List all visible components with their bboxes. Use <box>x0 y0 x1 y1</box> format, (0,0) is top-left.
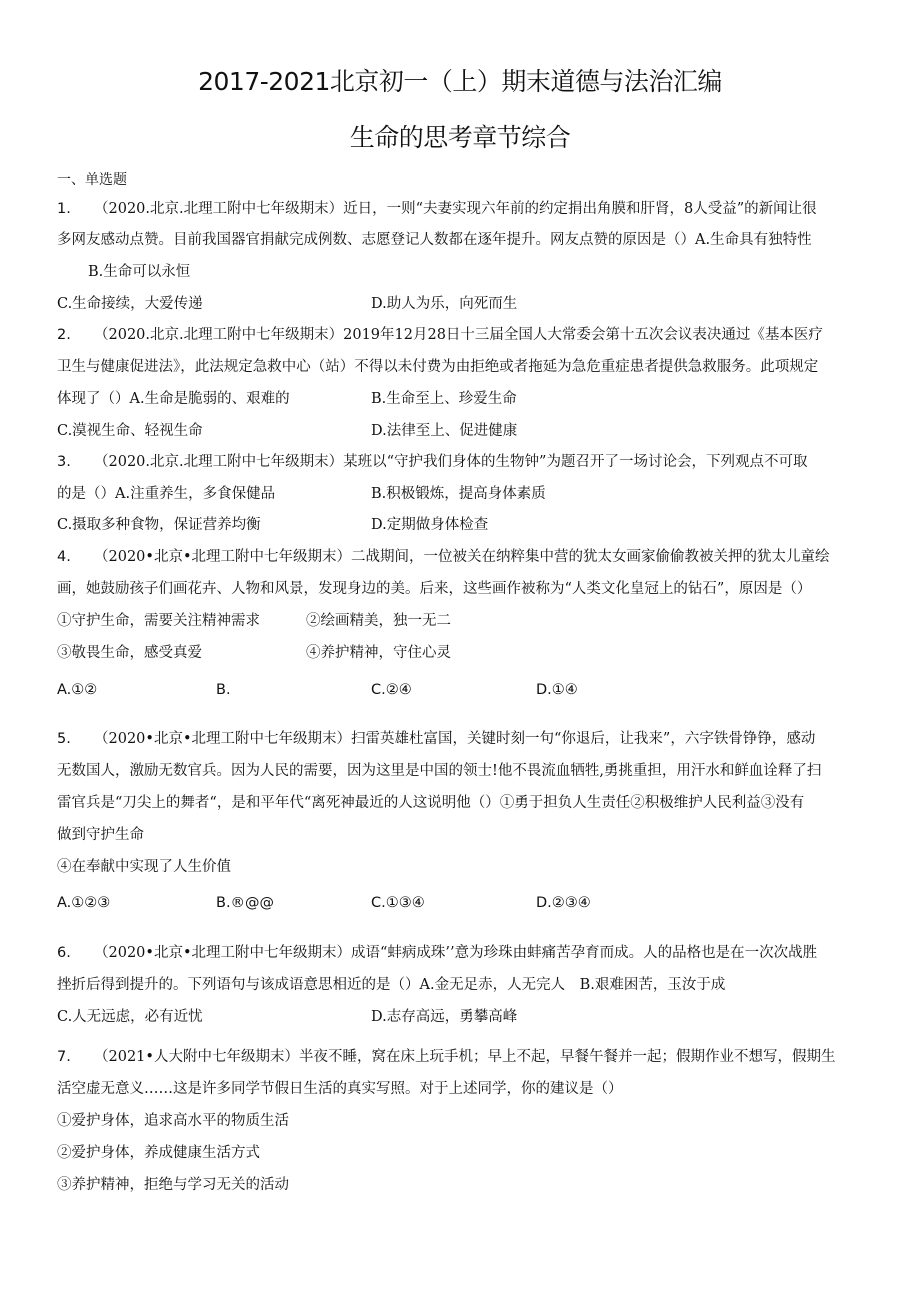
q2-option-c: C.漠视生命、轻视生命 <box>57 423 203 439</box>
q5-option-d: D.②③④ <box>536 895 591 911</box>
question-3: 3. （2020.北京.北理工附中七年级期末）某班以“守护我们身体的生物钟”为题召开了一场讨论会，下列观点不可取 <box>57 454 808 470</box>
question-1: 1. （2020.北京.北理工附中七年级期末）近日，一则“夫妻实现六年前的约定捐出角膜和肝肾，8人受益”的新闻让很 <box>57 201 817 217</box>
q5-option-b: B.®@@ <box>216 895 275 911</box>
q4-option-d: D.①④ <box>536 682 578 698</box>
question-5-line: ④在奉献中实现了人生价值 <box>57 859 231 875</box>
question-4: 4. （2020•北京•北理工附中七年级期末）二战期间，一位被关在纳粹集中营的犹太女画家偷偷教被关押的犹太儿童绘 <box>57 549 830 565</box>
q5-option-c: C.①③④ <box>371 895 425 911</box>
q1-option-b: B.生命可以永恒 <box>88 264 191 280</box>
q3-option-d: D.定期做身体检查 <box>371 517 489 533</box>
q6-option-c: C.人无远虑，必有近忧 <box>57 1009 203 1025</box>
question-6: 6. （2020•北京•北理工附中七年级期末）成语“蚌病成珠’’意为珍珠由蚌痛苦孕育而成。人的品格也是在一次次战胜 <box>57 945 818 961</box>
q7-statement-3: ③养护精神，拒绝与学习无关的活动 <box>57 1177 289 1193</box>
q2-option-a: 体现了（）A.生命是脆弱的、艰难的 <box>57 391 290 407</box>
q4-option-c: C.②④ <box>371 682 412 698</box>
q3-option-c: C.摄取多种食物，保证营养均衡 <box>57 517 261 533</box>
q4-option-a: A.①② <box>57 682 98 698</box>
section-heading: 一、单选题 <box>57 172 127 188</box>
q5-option-a: A.①②③ <box>57 895 111 911</box>
q4-option-b: B. <box>216 682 231 698</box>
question-1-line: 多网友感动点赞。目前我国器官捐献完成例数、志愿登记人数都在逐年提升。网友点赞的原因是（）A.生命具有独特性 <box>57 232 812 248</box>
document-subtitle: 生命的思考章节综合 <box>349 123 571 152</box>
question-6-line: 挫折后得到提升的。下列语句与该成语意思相近的是（）A.金无足赤，人无完人 B.艰难困苦，玉汝于成 <box>57 977 726 993</box>
q7-statement-1: ①爱护身体，追求高水平的物质生活 <box>57 1113 289 1129</box>
q6-option-d: D.志存高远，勇攀高峰 <box>371 1009 518 1025</box>
question-7: 7. （2021•人大附中七年级期末）半夜不睡，窝在床上玩手机；早上不起，早餐午餐并一起；假期作业不想写，假期生 <box>57 1049 836 1065</box>
question-2-line: 卫生与健康促进法》，此法规定急救中心（站）不得以未付费为由拒绝或者拖延为急危重症患者提供急救服务。此项规定 <box>57 359 819 375</box>
q4-statement-3: ③敬畏生命，感受真爱 <box>57 645 202 661</box>
question-5-line: 雷官兵是“刀尖上的舞者“，是和平年代“离死神最近的人这说明他（）①勇于担负人生责任②积极维护人民利益③没有 <box>57 795 805 811</box>
question-7-line: 活空虚无意义……这是许多同学节假日生活的真实写照。对于上述同学，你的建议是（） <box>57 1081 623 1097</box>
q3-option-b: B.积极锻炼，提高身体素质 <box>371 486 546 502</box>
q2-option-d: D.法律至上、促进健康 <box>371 423 518 439</box>
document-title: 2017-2021北京初一（上）期末道德与法治汇编 <box>198 67 722 96</box>
q7-statement-2: ②爱护身体，养成健康生活方式 <box>57 1145 260 1161</box>
q2-option-b: B.生命至上、珍爱生命 <box>371 391 517 407</box>
q4-statement-2: ②绘画精美，独一无二 <box>306 613 451 629</box>
question-5: 5. （2020•北京•北理工附中七年级期末）扫雷英雄杜富国，关键时刻一句“你退后，让我来”，六字铁骨铮铮，感动 <box>57 731 816 747</box>
q4-statement-4: ④养护精神，守住心灵 <box>306 645 451 661</box>
question-4-line: 画，她鼓励孩子们画花卉、人物和风景，发现身边的美。后来，这些画作被称为“人类文化皇冠上的钻石”，原因是（） <box>57 581 812 597</box>
question-2: 2. （2020.北京.北理工附中七年级期末）2019年12月28日十三届全国人大常委会第十五次会议表决通过《基本医疗 <box>57 327 823 343</box>
question-5-line: 做到守护生命 <box>57 827 144 843</box>
question-5-line: 无数国人，激励无数官兵。因为人民的需要，因为这里是中国的领士!他不畏流血牺牲,勇挑重担，用汗水和鲜血诠释了扫 <box>57 763 822 779</box>
q1-option-d: D.助人为乐，向死而生 <box>371 296 518 312</box>
q4-statement-1: ①守护生命，需要关注精神需求 <box>57 613 260 629</box>
q1-option-c: C.生命接续，大爱传递 <box>57 296 203 312</box>
q3-option-a: 的是（）A.注重养生，多食保健品 <box>57 486 276 502</box>
